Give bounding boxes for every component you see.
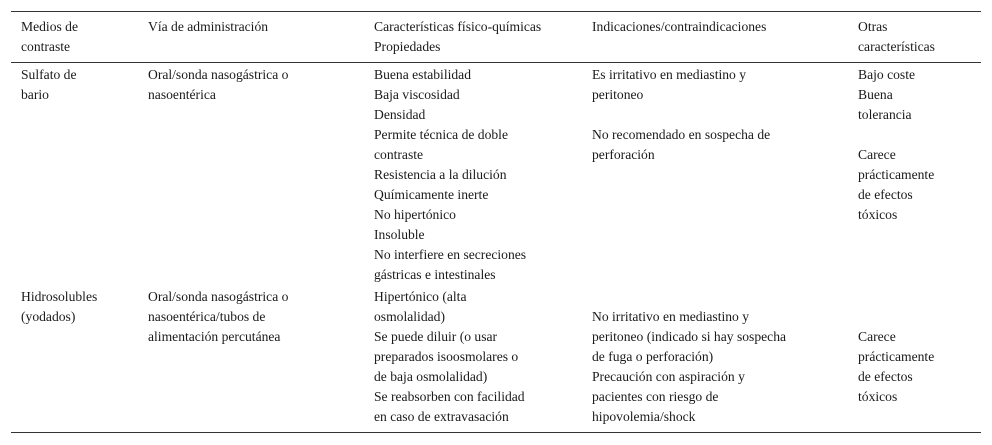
table-top-rule [11, 11, 981, 12]
row1-propiedades: Buena estabilidad Baja viscosidad Densidad Permite técnica de doble contraste Resistencia a la dilución Químicamente inerte No hipertónico Insoluble No interfiere en secreciones gástricas e intestinales [374, 67, 527, 282]
row1-medio: Sulfato de bario [21, 67, 77, 102]
row1-indicaciones: Es irritativo en mediastino y peritoneo No recomendado en sospecha de perforación [592, 67, 771, 162]
row2-via: Oral/sonda nasogástrica o nasoentérica/tubos de alimentación percutánea [148, 289, 289, 344]
row2-otras: Carece prácticamente de efectos tóxicos [858, 329, 935, 404]
row2-medio: Hidrosolubles (yodados) [21, 289, 98, 324]
row1-otras: Bajo coste Buena tolerancia Carece prácticamente de efectos tóxicos [858, 67, 935, 222]
table-bottom-rule [11, 432, 981, 433]
header-via: Vía de administración [148, 19, 269, 34]
row1-via: Oral/sonda nasogástrica o nasoentérica [148, 67, 289, 102]
header-indicaciones: Indicaciones/contraindicaciones [592, 19, 767, 34]
table-header-rule [11, 62, 981, 63]
row2-indicaciones: No irritativo en mediastino y peritoneo (indicado si hay sospecha de fuga o perforación) Precaución con aspiración y pacientes con riesgo de hipovolemia/shock [592, 309, 787, 424]
header-propiedades: Características físico-químicas Propiedades [374, 19, 542, 54]
header-otras: Otras características [858, 19, 935, 54]
header-medios: Medios de contraste [21, 19, 79, 54]
row2-propiedades: Hipertónico (alta osmolalidad) Se puede diluir (o usar preparados isoosmolares o de baja osmolalidad) Se reabsorben con facilidad en caso de extravasación [374, 289, 525, 424]
